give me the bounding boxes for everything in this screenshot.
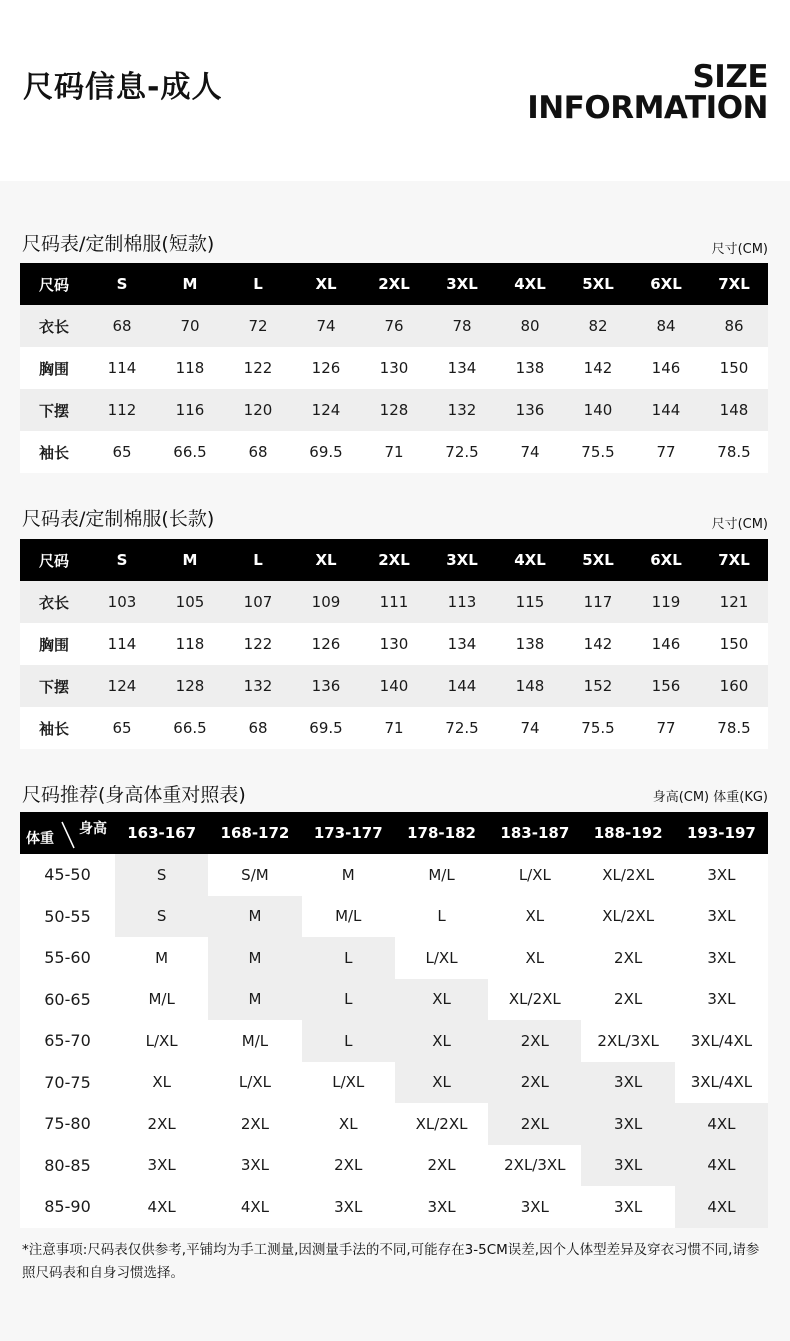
measurement-value: 144: [632, 389, 700, 431]
measurement-value: 138: [496, 623, 564, 665]
measurement-value: 128: [360, 389, 428, 431]
size-column-header: S: [88, 539, 156, 581]
recommended-size: L/XL: [488, 854, 581, 896]
measurement-value: 69.5: [292, 431, 360, 473]
size-column-header: 5XL: [564, 263, 632, 305]
table-row: [20, 581, 768, 623]
recommended-size: 3XL/4XL: [675, 1062, 768, 1104]
measurement-value: 80: [496, 305, 564, 347]
recommended-size: L: [302, 937, 395, 979]
height-column-header: 178-182: [395, 812, 488, 854]
title-en-line1: SIZE: [692, 59, 768, 95]
measurement-value: 132: [428, 389, 496, 431]
weight-row-label: 55-60: [20, 937, 115, 979]
measurement-value: 68: [224, 431, 292, 473]
recommended-size: 4XL: [675, 1186, 768, 1228]
corner-weight-label: 体重: [26, 831, 54, 847]
recommended-size: L: [395, 896, 488, 938]
weight-row-label: 60-65: [20, 979, 115, 1021]
measurement-value: 136: [496, 389, 564, 431]
short-table-title: 尺码表/定制棉服(短款): [22, 233, 215, 255]
measurement-value: 111: [360, 581, 428, 623]
measurement-value: 122: [224, 347, 292, 389]
recommended-size: XL: [395, 979, 488, 1021]
table-row: [20, 937, 768, 979]
measurement-value: 126: [292, 347, 360, 389]
measurement-value: 144: [428, 665, 496, 707]
recommended-size: L: [302, 979, 395, 1021]
header-area: [0, 0, 790, 181]
table-header-row: [20, 539, 768, 581]
table-row: [20, 707, 768, 749]
recommended-size: 2XL: [395, 1145, 488, 1187]
table-row: [20, 1103, 768, 1145]
measurement-value: 116: [156, 389, 224, 431]
measurement-value: 146: [632, 623, 700, 665]
measurement-value: 117: [564, 581, 632, 623]
recommended-size: 2XL: [302, 1145, 395, 1187]
recommended-size: M: [208, 979, 301, 1021]
recommended-size: XL/2XL: [581, 854, 674, 896]
recommended-size: XL: [488, 896, 581, 938]
size-column-header: M: [156, 263, 224, 305]
measurement-value: 128: [156, 665, 224, 707]
recommended-size: S: [115, 854, 208, 896]
measurement-value: 65: [88, 431, 156, 473]
measurement-value: 130: [360, 347, 428, 389]
recommended-size: XL: [395, 1020, 488, 1062]
measurement-label: 袖长: [20, 707, 88, 749]
measurement-value: 122: [224, 623, 292, 665]
size-column-header: 4XL: [496, 539, 564, 581]
size-column-header: 2XL: [360, 539, 428, 581]
measurement-value: 119: [632, 581, 700, 623]
recommended-size: 4XL: [675, 1103, 768, 1145]
recommended-size: S: [115, 896, 208, 938]
size-column-header: 7XL: [700, 539, 768, 581]
weight-row-label: 50-55: [20, 896, 115, 938]
recommended-size: 2XL/3XL: [581, 1020, 674, 1062]
measurement-value: 140: [564, 389, 632, 431]
long-size-table: [20, 539, 768, 749]
size-column-header: 2XL: [360, 263, 428, 305]
measurement-value: 66.5: [156, 707, 224, 749]
measurement-value: 105: [156, 581, 224, 623]
measurement-value: 150: [700, 347, 768, 389]
footnote: *注意事项:尺码表仅供参考,平铺均为手工测量,因测量手法的不同,可能存在3-5CM误差,因个人体型差异及穿衣习惯不同,请参照尺码表和自身习惯选择。: [22, 1242, 760, 1281]
recommended-size: 4XL: [675, 1145, 768, 1187]
recommended-size: 3XL: [581, 1186, 674, 1228]
page-title-en: [527, 59, 768, 126]
measurement-value: 68: [224, 707, 292, 749]
page-title: 尺码信息-成人: [23, 70, 223, 105]
recommended-size: 2XL: [488, 1062, 581, 1104]
measurement-value: 130: [360, 623, 428, 665]
short-table-unit: 尺寸(CM): [711, 242, 768, 257]
recommended-size: XL: [395, 1062, 488, 1104]
size-column-header: 3XL: [428, 263, 496, 305]
corner-height-label: 身高: [79, 821, 107, 837]
measurement-label: 胸围: [20, 623, 88, 665]
measurement-value: 78: [428, 305, 496, 347]
recommended-size: 3XL: [581, 1103, 674, 1145]
weight-row-label: 75-80: [20, 1103, 115, 1145]
measurement-value: 75.5: [564, 431, 632, 473]
measurement-value: 75.5: [564, 707, 632, 749]
weight-row-label: 85-90: [20, 1186, 115, 1228]
measurement-value: 74: [496, 707, 564, 749]
size-header-label: 尺码: [20, 263, 88, 305]
recommended-size: XL/2XL: [395, 1103, 488, 1145]
measurement-label: 袖长: [20, 431, 88, 473]
measurement-value: 74: [292, 305, 360, 347]
measurement-value: 148: [496, 665, 564, 707]
short-size-table: [20, 263, 768, 473]
measurement-value: 156: [632, 665, 700, 707]
recommended-size: 2XL: [581, 937, 674, 979]
long-table-title: 尺码表/定制棉服(长款): [22, 508, 215, 530]
weight-row-label: 70-75: [20, 1062, 115, 1104]
recommended-size: 3XL/4XL: [675, 1020, 768, 1062]
measurement-label: 下摆: [20, 389, 88, 431]
recommended-size: M/L: [208, 1020, 301, 1062]
recommended-size: 3XL: [675, 896, 768, 938]
recommended-size: 3XL: [675, 854, 768, 896]
recommended-size: 3XL: [675, 937, 768, 979]
measurement-value: 70: [156, 305, 224, 347]
recommended-size: 2XL: [488, 1103, 581, 1145]
measurement-value: 72.5: [428, 707, 496, 749]
height-column-header: 188-192: [581, 812, 674, 854]
size-column-header: 3XL: [428, 539, 496, 581]
table-row: [20, 1020, 768, 1062]
recommended-size: M: [208, 896, 301, 938]
table-header-row: [20, 812, 768, 854]
recommended-size: M: [115, 937, 208, 979]
measurement-value: 71: [360, 707, 428, 749]
measurement-value: 68: [88, 305, 156, 347]
measurement-value: 76: [360, 305, 428, 347]
size-column-header: XL: [292, 263, 360, 305]
measurement-value: 103: [88, 581, 156, 623]
table-row: [20, 305, 768, 347]
size-column-header: 5XL: [564, 539, 632, 581]
recommended-size: XL: [302, 1103, 395, 1145]
table-row: [20, 347, 768, 389]
recommended-size: L: [302, 1020, 395, 1062]
height-column-header: 183-187: [488, 812, 581, 854]
corner-cell: [20, 812, 115, 854]
measurement-value: 150: [700, 623, 768, 665]
measurement-value: 121: [700, 581, 768, 623]
table-row: [20, 1186, 768, 1228]
measurement-value: 74: [496, 431, 564, 473]
table-header-row: [20, 263, 768, 305]
size-recommend-table: [20, 812, 768, 1228]
size-column-header: M: [156, 539, 224, 581]
weight-row-label: 65-70: [20, 1020, 115, 1062]
measurement-value: 77: [632, 431, 700, 473]
recommended-size: 2XL: [581, 979, 674, 1021]
recommended-size: 2XL/3XL: [488, 1145, 581, 1187]
recommended-size: L/XL: [115, 1020, 208, 1062]
measurement-value: 126: [292, 623, 360, 665]
recommended-size: S/M: [208, 854, 301, 896]
measurement-value: 78.5: [700, 431, 768, 473]
height-column-header: 193-197: [675, 812, 768, 854]
size-column-header: 7XL: [700, 263, 768, 305]
size-column-header: S: [88, 263, 156, 305]
measurement-value: 65: [88, 707, 156, 749]
measurement-value: 120: [224, 389, 292, 431]
measurement-value: 72.5: [428, 431, 496, 473]
size-column-header: XL: [292, 539, 360, 581]
measurement-value: 112: [88, 389, 156, 431]
measurement-value: 69.5: [292, 707, 360, 749]
size-column-header: 4XL: [496, 263, 564, 305]
measurement-value: 113: [428, 581, 496, 623]
table-row: [20, 389, 768, 431]
measurement-value: 114: [88, 347, 156, 389]
measurement-value: 72: [224, 305, 292, 347]
measurement-value: 152: [564, 665, 632, 707]
recommended-size: 3XL: [208, 1145, 301, 1187]
measurement-value: 118: [156, 623, 224, 665]
measurement-value: 124: [292, 389, 360, 431]
measurement-value: 138: [496, 347, 564, 389]
recommended-size: 2XL: [208, 1103, 301, 1145]
measurement-value: 84: [632, 305, 700, 347]
measurement-value: 118: [156, 347, 224, 389]
measurement-label: 胸围: [20, 347, 88, 389]
measurement-value: 71: [360, 431, 428, 473]
recommended-size: L/XL: [395, 937, 488, 979]
measurement-label: 下摆: [20, 665, 88, 707]
measurement-value: 66.5: [156, 431, 224, 473]
measurement-label: 衣长: [20, 305, 88, 347]
recommended-size: M: [208, 937, 301, 979]
recommended-size: 3XL: [395, 1186, 488, 1228]
table-row: [20, 665, 768, 707]
measurement-value: 132: [224, 665, 292, 707]
measurement-value: 86: [700, 305, 768, 347]
recommended-size: L/XL: [302, 1062, 395, 1104]
recommended-size: XL/2XL: [488, 979, 581, 1021]
recommend-table-unit: 身高(CM) 体重(KG): [652, 790, 768, 805]
height-column-header: 168-172: [208, 812, 301, 854]
long-table-unit: 尺寸(CM): [711, 517, 768, 532]
recommended-size: 3XL: [302, 1186, 395, 1228]
recommended-size: 3XL: [581, 1145, 674, 1187]
height-column-header: 163-167: [115, 812, 208, 854]
title-en-line2: INFORMATION: [527, 90, 768, 126]
recommended-size: M: [302, 854, 395, 896]
measurement-value: 77: [632, 707, 700, 749]
weight-row-label: 80-85: [20, 1145, 115, 1187]
measurement-value: 107: [224, 581, 292, 623]
measurement-value: 124: [88, 665, 156, 707]
measurement-value: 136: [292, 665, 360, 707]
recommended-size: 3XL: [581, 1062, 674, 1104]
measurement-value: 148: [700, 389, 768, 431]
measurement-value: 115: [496, 581, 564, 623]
size-column-header: 6XL: [632, 539, 700, 581]
measurement-value: 109: [292, 581, 360, 623]
measurement-value: 82: [564, 305, 632, 347]
table-row: [20, 854, 768, 896]
recommend-table-title: 尺码推荐(身高体重对照表): [22, 784, 246, 806]
measurement-value: 146: [632, 347, 700, 389]
recommended-size: 4XL: [208, 1186, 301, 1228]
size-column-header: 6XL: [632, 263, 700, 305]
measurement-value: 142: [564, 347, 632, 389]
height-column-header: 173-177: [302, 812, 395, 854]
weight-row-label: 45-50: [20, 854, 115, 896]
recommended-size: L/XL: [208, 1062, 301, 1104]
recommended-size: M/L: [115, 979, 208, 1021]
recommended-size: 2XL: [115, 1103, 208, 1145]
recommended-size: M/L: [302, 896, 395, 938]
table-row: [20, 431, 768, 473]
recommended-size: 3XL: [488, 1186, 581, 1228]
size-column-header: L: [224, 539, 292, 581]
measurement-value: 142: [564, 623, 632, 665]
table-row: [20, 1145, 768, 1187]
size-column-header: L: [224, 263, 292, 305]
measurement-value: 78.5: [700, 707, 768, 749]
measurement-value: 134: [428, 347, 496, 389]
measurement-label: 衣长: [20, 581, 88, 623]
recommended-size: 4XL: [115, 1186, 208, 1228]
measurement-value: 114: [88, 623, 156, 665]
table-row: [20, 1062, 768, 1104]
recommended-size: M/L: [395, 854, 488, 896]
size-header-label: 尺码: [20, 539, 88, 581]
recommended-size: 2XL: [488, 1020, 581, 1062]
recommended-size: XL: [115, 1062, 208, 1104]
table-row: [20, 896, 768, 938]
measurement-value: 134: [428, 623, 496, 665]
recommended-size: 3XL: [115, 1145, 208, 1187]
measurement-value: 140: [360, 665, 428, 707]
table-row: [20, 623, 768, 665]
recommended-size: XL: [488, 937, 581, 979]
recommended-size: XL/2XL: [581, 896, 674, 938]
table-row: [20, 979, 768, 1021]
measurement-value: 160: [700, 665, 768, 707]
recommended-size: 3XL: [675, 979, 768, 1021]
